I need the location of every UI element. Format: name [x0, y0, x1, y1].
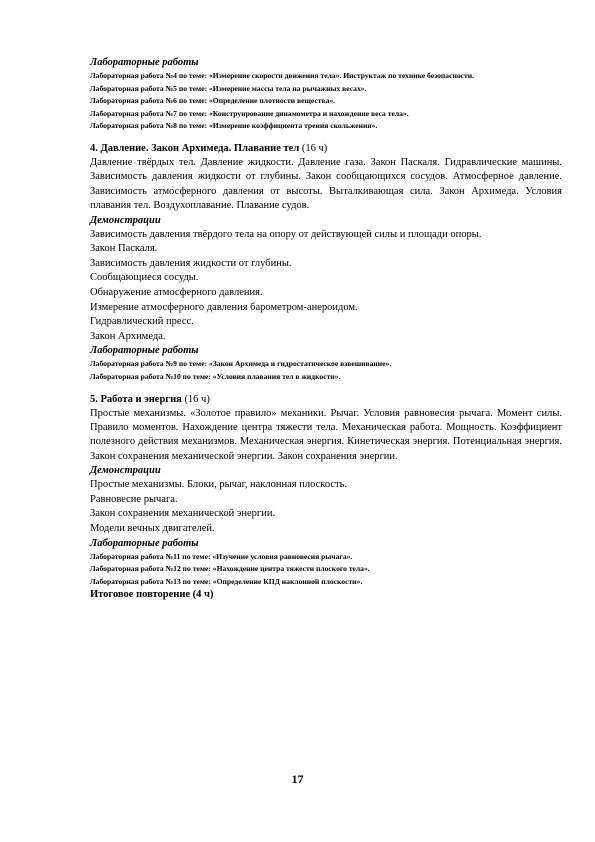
- section-5-lab-heading: Лабораторные работы: [90, 537, 199, 549]
- section-5-text: Простые механизмы. «Золотое правило» механики. Рычаг. Условия равновесия рычага. Момент силы. Правило моментов. Нахождение центра тяжести тела. Механическая работа. Мощность. Коэффициент полезного действия механизмов. Механическая энергия. Кинетическая энергия. Потенциальная энергия. Закон сохранения механической энергии. Закон сохранения энергии.: [90, 407, 562, 462]
- demo-item: Измерение атмосферного давления барометром-анероидом.: [90, 301, 358, 313]
- section-5-title: [90, 393, 562, 407]
- page-number: 17: [291, 772, 304, 786]
- document-page: [90, 56, 562, 602]
- lab-work-item: Лабораторная работа №4 по теме: «Измерение скорости движения тела». Инструктаж по технике безопасности.: [90, 71, 475, 80]
- section-5-title-text: 5. Работа и энергия: [90, 393, 182, 405]
- lab-work-item: Лабораторная работа №7 по теме: «Конструирование динамометра и нахождение веса тела».: [90, 108, 409, 118]
- lab-work-item: Лабораторная работа №12 по теме: «Нахождение центра тяжести плоского тела».: [90, 564, 370, 574]
- section-4-hours: (16 ч): [299, 142, 328, 154]
- demo-item: Простые механизмы. Блоки, рычаг, наклонная плоскость.: [90, 479, 348, 491]
- demo-item: Обнаружение атмосферного давления.: [90, 286, 263, 298]
- section-4-lab-heading: Лабораторные работы: [90, 345, 199, 357]
- lab-work-item: Лабораторная работа №5 по теме: «Измерение массы тела на рычажных весах».: [90, 83, 367, 93]
- lab-work-item: Лабораторная работа №6 по теме: «Определение плотности вещества».: [90, 96, 336, 106]
- section-4-text: Давление твёрдых тел. Давление жидкости. Давление газа. Закон Паскаля. Гидравлические машины. Зависимость давления жидкости от глубины. Закон сообщающихся сосудов. Атмосферное давление. Зависимость атмосферного давления от высоты. Выталкивающая сила. Закон Архимеда. Условия плавания тел. Воздухоплавание. Плавание судов.: [90, 156, 562, 212]
- final-review: Итоговое повторение (4 ч): [90, 589, 214, 601]
- demo-item: Зависимость давления жидкости от глубины.: [90, 257, 292, 269]
- demo-item: Закон Паскаля.: [90, 243, 158, 255]
- demo-item: Гидравлический пресс.: [90, 316, 194, 328]
- demo-item: Закон Архимеда.: [90, 330, 166, 342]
- section-5-hours: (16 ч): [181, 393, 210, 405]
- lab-works-heading: Лабораторные работы: [90, 57, 199, 68]
- demo-item: Закон сохранения механической энергии.: [90, 508, 276, 520]
- section-5-demo-heading: Демонстрации: [90, 465, 161, 477]
- demo-item: Равновесие рычага.: [90, 493, 178, 505]
- section-4-title: [90, 142, 562, 156]
- lab-work-item: Лабораторная работа №8 по теме: «Измерение коэффициента трения скольжения».: [90, 121, 378, 131]
- demo-item: Модели вечных двигателей.: [90, 522, 215, 534]
- demo-item: Сообщающиеся сосуды.: [90, 272, 199, 284]
- lab-work-item: Лабораторная работа №13 по теме: «Определение КПД наклонной плоскости».: [90, 576, 363, 586]
- lab-work-item: Лабораторная работа №11 по теме: «Изучение условия равновесия рычага».: [90, 551, 353, 561]
- lab-work-item: Лабораторная работа №9 по теме: «Закон Архимеда и гидростатическое взвешивание».: [90, 359, 392, 369]
- lab-work-item: Лабораторная работа №10 по теме: «Условия плавания тел в жидкости».: [90, 371, 341, 381]
- demo-item: Зависимость давления твёрдого тела на опору от действующей силы и площади опоры.: [90, 228, 482, 240]
- section-4-title-text: 4. Давление. Закон Архимеда. Плавание тел: [90, 142, 300, 154]
- section-4-demo-heading: Демонстрации: [90, 214, 161, 226]
